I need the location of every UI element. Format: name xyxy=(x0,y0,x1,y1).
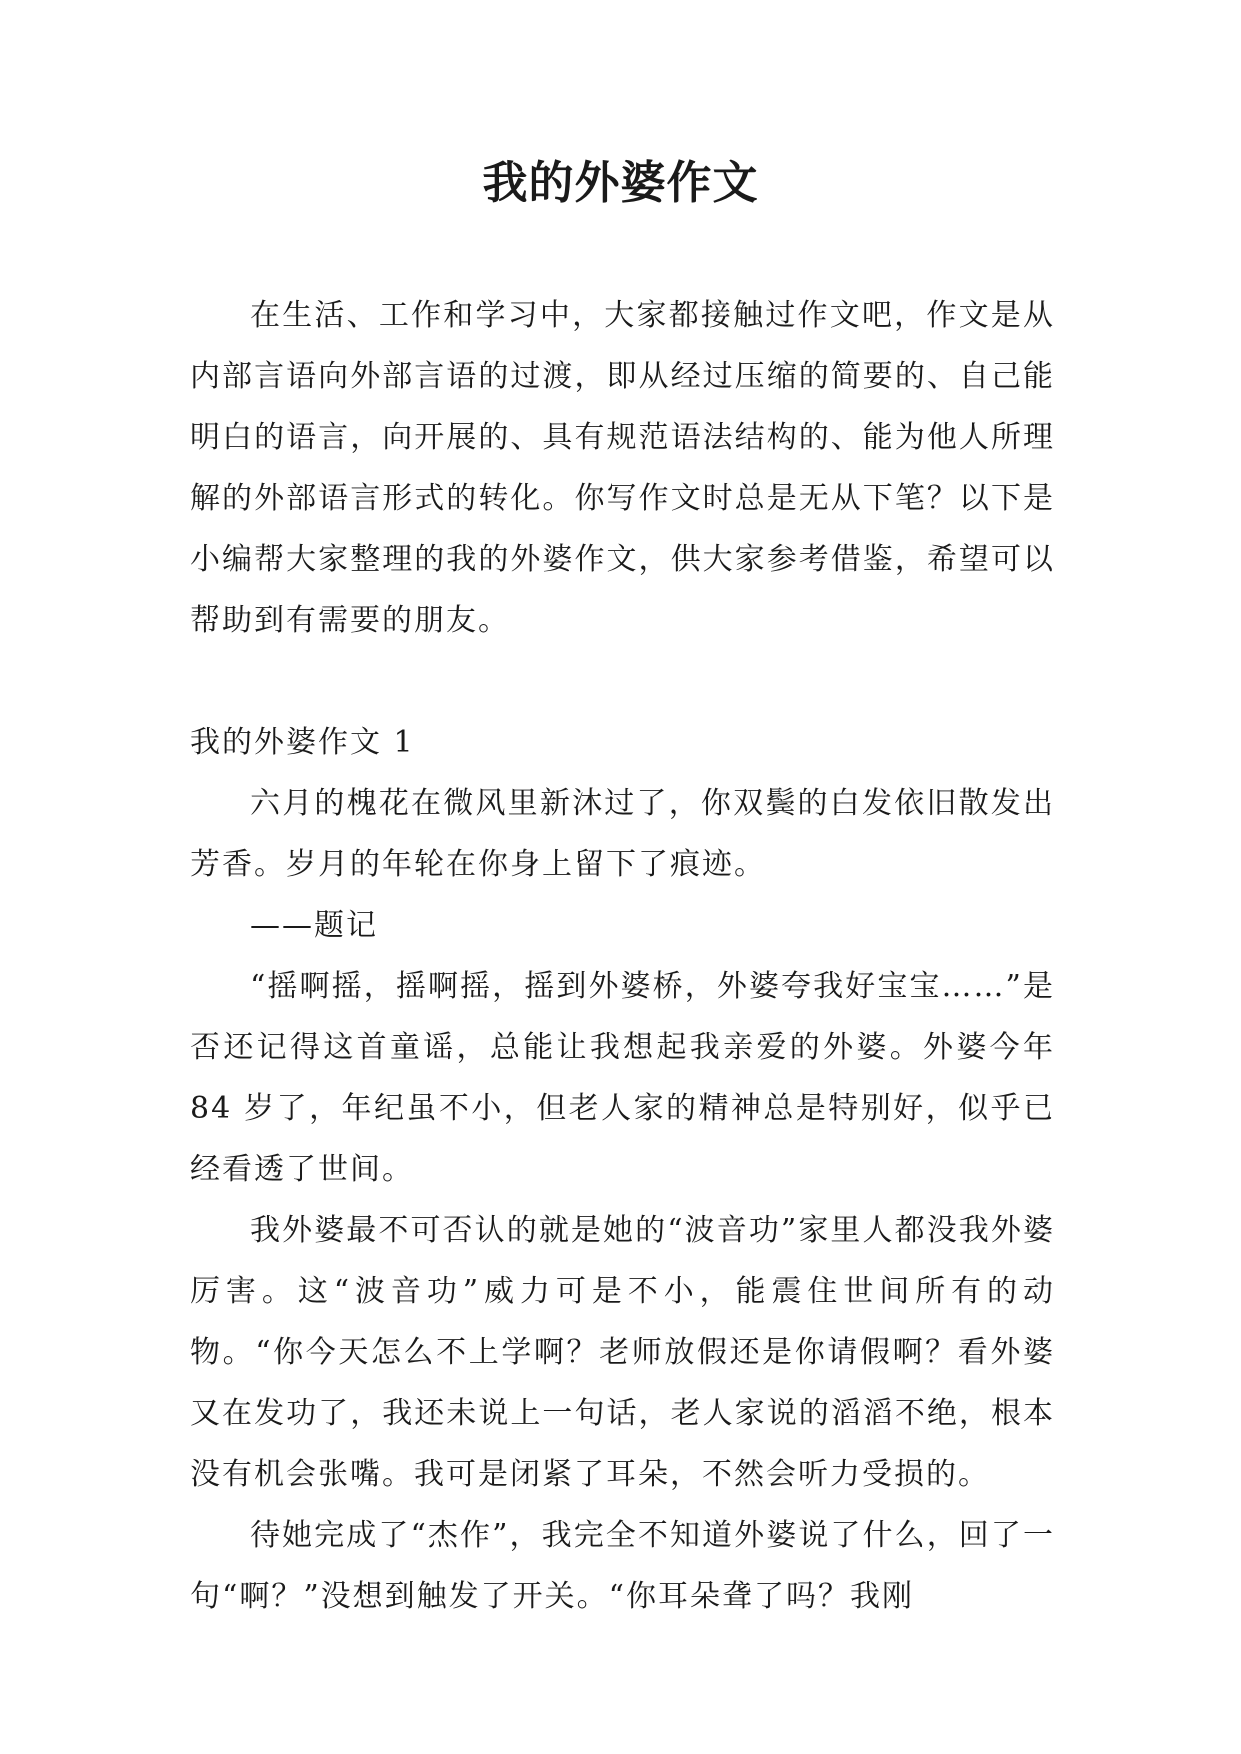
document-title: 我的外婆作文 xyxy=(482,156,759,209)
body-paragraph: 我外婆最不可否认的就是她的“波音功”家里人都没我外婆厉害。这“波音功”威力可是不小，能震住世间所有的动物。“你今天怎么不上学啊？老师放假还是你请假啊？看外婆又在发功了，我还未说上一句话，老人家说的滔滔不绝，根本没有机会张嘴。我可是闭紧了耳朵，不然会听力受损的。 xyxy=(190,1213,1055,1492)
body-paragraph: 六月的槐花在微风里新沐过了，你双鬓的白发依旧散发出芳香。岁月的年轮在你身上留下了痕迹。 xyxy=(190,786,1055,882)
epigraph-attribution: ——题记 xyxy=(250,908,378,943)
body-paragraph: “摇啊摇，摇啊摇，摇到外婆桥，外婆夸我好宝宝……”是否还记得这首童谣，总能让我想起我亲爱的外婆。外婆今年 84 岁了，年纪虽不小，但老人家的精神总是特别好，似乎已经看透了世间。 xyxy=(190,969,1055,1187)
body-paragraph: 待她完成了“杰作”，我完全不知道外婆说了什么，回了一句“啊？”没想到触发了开关。“你耳朵聋了吗？我刚 xyxy=(190,1518,1055,1614)
document-body xyxy=(190,285,1055,1627)
intro-paragraph: 在生活、工作和学习中，大家都接触过作文吧，作文是从内部言语向外部言语的过渡，即从经过压缩的简要的、自己能明白的语言，向开展的、具有规范语法结构的、能为他人所理解的外部语言形式的转化。你写作文时总是无从下笔？以下是小编帮大家整理的我的外婆作文，供大家参考借鉴，希望可以帮助到有需要的朋友。 xyxy=(190,298,1055,638)
section-heading: 我的外婆作文 1 xyxy=(190,725,415,760)
